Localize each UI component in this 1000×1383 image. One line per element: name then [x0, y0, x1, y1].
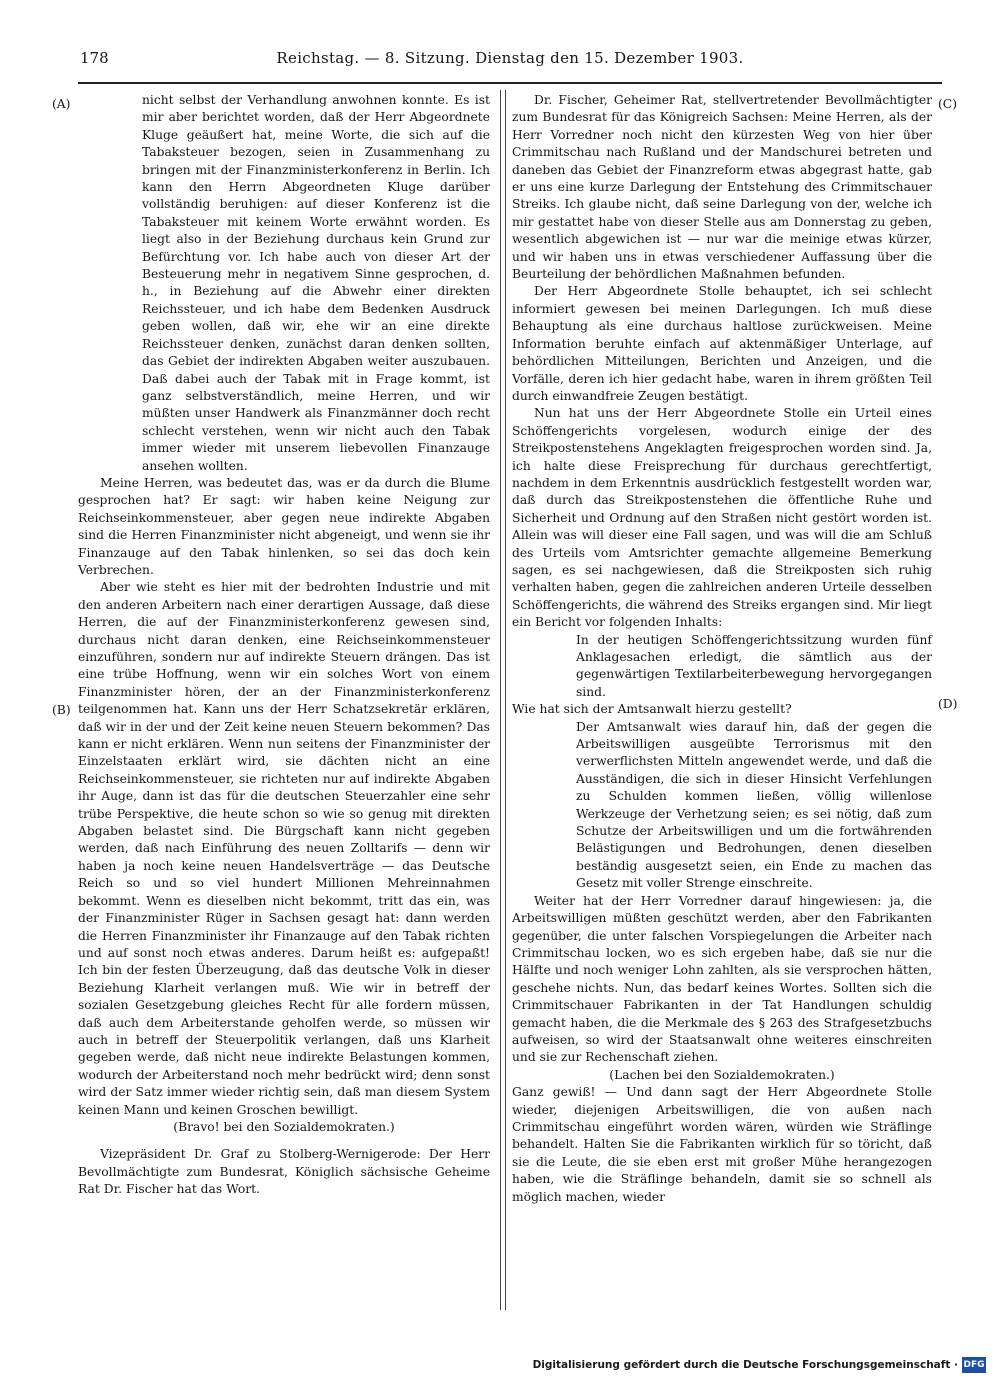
paragraph: Wie hat sich der Amtsanwalt hierzu gestellt? [512, 702, 792, 717]
margin-marker-a: (A) [52, 97, 71, 111]
paragraph: Aber wie steht es hier mit der bedrohten Industrie und mit den anderen Arbeitern nach einer derartigen Aussage, daß diese Herren, die auf der Finanzministerkonferenz gewesen sind, durchaus nicht daran denken, eine Reichseinkommensteuer einzuführen, sondern nur auf indirekte Steuern drängen. Das ist eine trübe Hoffnung, wenn wir ein solches Wort von einem Finanzminister hören, der an der Finanzministerkonferenz teilgenommen hat. Kann uns der Herr Schatzsekretär erklären, daß wir in der und der Zeit keine neuen Steuern bekommen? Das kann er nicht erklären. Wenn nun seitens der Finanzminister der Einzelstaaten erklärt wird, sie dächten nicht an eine Reichseinkommensteuer, sie richteten nur auf indirekte Abgaben ihr Auge, dann ist das für die deutschen Steuerzahler eine sehr trübe Perspektive, die heute schon so wie so genug mit direkten Abgaben belastet sind. Die Bürgschaft kann nicht gegeben werden, daß nach Einführung des neuen Zolltarifs — denn wir haben ja noch keine neuen Handelsverträge — das Deutsche Reich so und so viel hundert Millionen Mehreinnahmen bekommt. Wenn es dieselben nicht bekommt, tritt das ein, was der Finanzminister Rüger in Sachsen gesagt hat: dann werden die Herren Finanzminister ihr Finanzauge auf den Tabak richten und auf sonst noch etwas anderes. Darum heißt es: aufgepaßt! Ich bin der festen Überzeugung, daß das deutsche Volk in dieser Beziehung Klarheit verlangen muß. Wie wir in betreff der sozialen Gesetzgebung gleiches Recht für alle fordern müssen, daß auch dem Arbeiterstande geholfen werde, so müssen wir auch in betreff der Steuerpolitik verlangen, daß uns Klarheit gegeben werde, daß nicht neue indirekte Belastungen kommen, wodurch der Arbeiterstand noch mehr bedrückt wird; denn sonst wird der Satz immer wieder richtig sein, daß man diesem System keinen Mann und keinen Groschen bewilligt. [78, 580, 490, 1117]
quoted-report: In der heutigen Schöffengerichtssitzung wurden fünf Anklagesachen erledigt, die sämtlich aus der gegenwärtigen Textilarbeiterbewegung hervorgegangen sind. [576, 632, 932, 699]
margin-marker-c: (C) [938, 97, 958, 111]
left-column [78, 92, 490, 1199]
paragraph: nicht selbst der Verhandlung anwohnen konnte. Es ist mir aber berichtet worden, daß der Herr Abgeordnete Kluge geäußert hat, meine Worte, die sich auf die Tabaksteuer bezogen, seien in Zusammenhang zu bringen mit der Finanzministerkonferenz in Berlin. Ich kann den Herrn Abgeordneten Kluge darüber vollständig beruhigen: auf dieser Konferenz ist die Tabaksteuer mit keinem Worte erwähnt worden. Es liegt also in der Beziehung durchaus kein Grund zur Befürchtung vor. Ich habe auch von dieser Art der Besteuerung mehr in negativem Sinne gesprochen, d. h., in Beziehung auf die Abwehr einer direkten Reichssteuer, und ich habe dem Bedenken Ausdruck geben wollen, daß wir, ehe wir an eine direkte Reichssteuer denken, zunächst daran denken sollten, das Gebiet der indirekten Abgaben weiter auszubauen. Daß dabei auch der Tabak mit in Frage kommt, ist ganz selbstverständlich, meine Herren, und wir müßten unser Handwerk als Finanzmänner doch recht schlecht verstehen, wenn wir nicht auch den Tabak immer wieder mit unserem liebevollen Finanzauge ansehen wollten. [142, 93, 490, 473]
running-title: Reichstag. — 8. Sitzung. Dienstag den 15. Dezember 1903. [276, 49, 744, 67]
paragraph: Weiter hat der Herr Vorredner darauf hingewiesen: ja, die Arbeitswilligen müßten geschützt werden, aber den Fabrikanten gegenüber, die unter falschen Vorspiegelungen die Arbeiter nach Crimmitschau locken, wo es sich ergeben habe, daß sie nur die Hälfte und noch weniger Lohn zahlten, als sie versprochen hätten, geschehe nichts. Nun, das bedarf keines Wortes. Sollten sich die Crimmitschauer Fabrikanten in der Tat Handlungen schuldig gemacht haben, die die Merkmale des § 263 des Strafgesetzbuchs aufweisen, so wird der Staatsanwalt ohne weiteres einschreiten und sie zur Rechenschaft ziehen. [512, 893, 932, 1065]
paragraph: Der Herr Abgeordnete Stolle behauptet, ich sei schlecht informiert gewesen bei meinen Darlegungen. Ich muß diese Behauptung als eine durchaus haltlose zurückweisen. Meine Information beruhte einfach auf aktenmäßiger Unterlage, auf behördlichen Mitteilungen, Berichten und Anzeigen, und die Vorfälle, deren ich hier gedacht habe, waren in ihrem größten Teil durch einwandfreie Zeugen bestätigt. [512, 284, 932, 403]
speaker-paragraph: Dr. Fischer, Geheimer Rat, stellvertretender Bevollmächtigter zum Bundesrat für das Königreich Sachsen: Meine Herren, als der Herr Vorredner noch nicht den kürzesten Weg von hier über Crimmitschau nach Rußland und der Mandschurei betreten und daneben das Gebiet der Finanzreform etwas abgegrast hatte, gab er uns eine kurze Darlegung der Entstehung des Crimmitschauer Streiks. Ich glaube nicht, daß seine Darlegung von der, welche ich mir gestattet habe von dieser Stelle aus am Donnerstag zu geben, wesentlich abgewichen ist — nur war die meinige etwas kürzer, und wir haben uns in etwas verschiedener Auffassung über die Beurteilung der behördlichen Maßnahmen befunden. [512, 93, 932, 282]
column-divider-second [505, 90, 506, 1310]
interjection: (Lachen bei den Sozialdemokraten.) [609, 1067, 835, 1082]
interjection: (Bravo! bei den Sozialdemokraten.) [173, 1119, 395, 1134]
column-divider [500, 90, 501, 1310]
quoted-report: Der Amtsanwalt wies darauf hin, daß der gegen die Arbeitswilligen ausgeübte Terrorismus mit den verwerflichsten Mitteln angewendet werde, und daß die Ausständigen, die sich in dieser Hinsicht Verfehlungen zu Schulden kommen ließen, völlig willenlose Werkzeuge der Verhetzung seien; es sei nötig, daß zum Schutze der Arbeitswilligen und um die fortwährenden Belästigungen und Bedrohungen, denen dieselben beständig ausgesetzt seien, ein Ende zu machen das Gesetz mit voller Strenge einschreite. [576, 719, 932, 891]
speaker-paragraph: Vizepräsident Dr. Graf zu Stolberg-Wernigerode: Der Herr Bevollmächtigte zum Bundesrat, Königlich sächsische Geheime Rat Dr. Fischer hat das Wort. [78, 1147, 490, 1197]
paragraph: Nun hat uns der Herr Abgeordnete Stolle ein Urteil eines Schöffengerichts vorgelesen, wodurch einige der des Streikpostenstehens Angeklagten freigesprochen worden sind. Ja, ich halte diese Freisprechung für durchaus gerechtfertigt, nachdem in dem Erkenntnis ausdrücklich festgestellt worden war, daß durch das Streikpostenstehen die öffentliche Ruhe und Sicherheit und Ordnung auf den Straßen nicht gestört worden ist. Allein was will dieser eine Fall sagen, und was will die am Schluß des Urteils vom Amtsrichter gemachte allgemeine Bemerkung sagen, es sei nachgewiesen, daß die Streikposten sich ruhig verhalten haben, gegen die zahlreichen anderen Urteile desselben Schöffengerichts, die während des Streiks ergangen sind. Mir liegt ein Bericht vor folgenden Inhalts: [512, 406, 932, 630]
right-column [512, 92, 932, 1206]
paragraph: Meine Herren, was bedeutet das, was er da durch die Blume gesprochen hat? Er sagt: wir haben keine Neigung zur Reichseinkommensteuer, aber gegen neue indirekte Abgaben sind die Herren Finanzminister nicht abgeneigt, und wenn sie ihr Finanzauge auf den Tabak hinlenken, so sei das doch kein Verbrechen. [78, 475, 490, 577]
margin-marker-b: (B) [52, 703, 71, 717]
page-header [80, 46, 940, 72]
header-rule [78, 82, 942, 84]
credit-text: Digitalisierung gefördert durch die Deutsche Forschungsgemeinschaft · [532, 1359, 958, 1371]
margin-marker-d: (D) [938, 697, 958, 711]
page-number: 178 [80, 49, 109, 67]
digitization-credit [533, 1355, 986, 1375]
dfg-logo-icon[interactable]: DFG [962, 1357, 986, 1373]
paragraph: Ganz gewiß! — Und dann sagt der Herr Abgeordnete Stolle wieder, diejenigen Arbeitswilligen, die von außen nach Crimmitschau eingeführt worden wären, würden wie Sträflinge behandelt. Halten Sie die Fabrikanten wirklich für so töricht, daß sie die Leute, die sie eben erst mit großer Mühe herangezogen haben, wie die Sträflinge behandeln, damit sie so schnell als möglich machen, wieder [512, 1085, 932, 1204]
